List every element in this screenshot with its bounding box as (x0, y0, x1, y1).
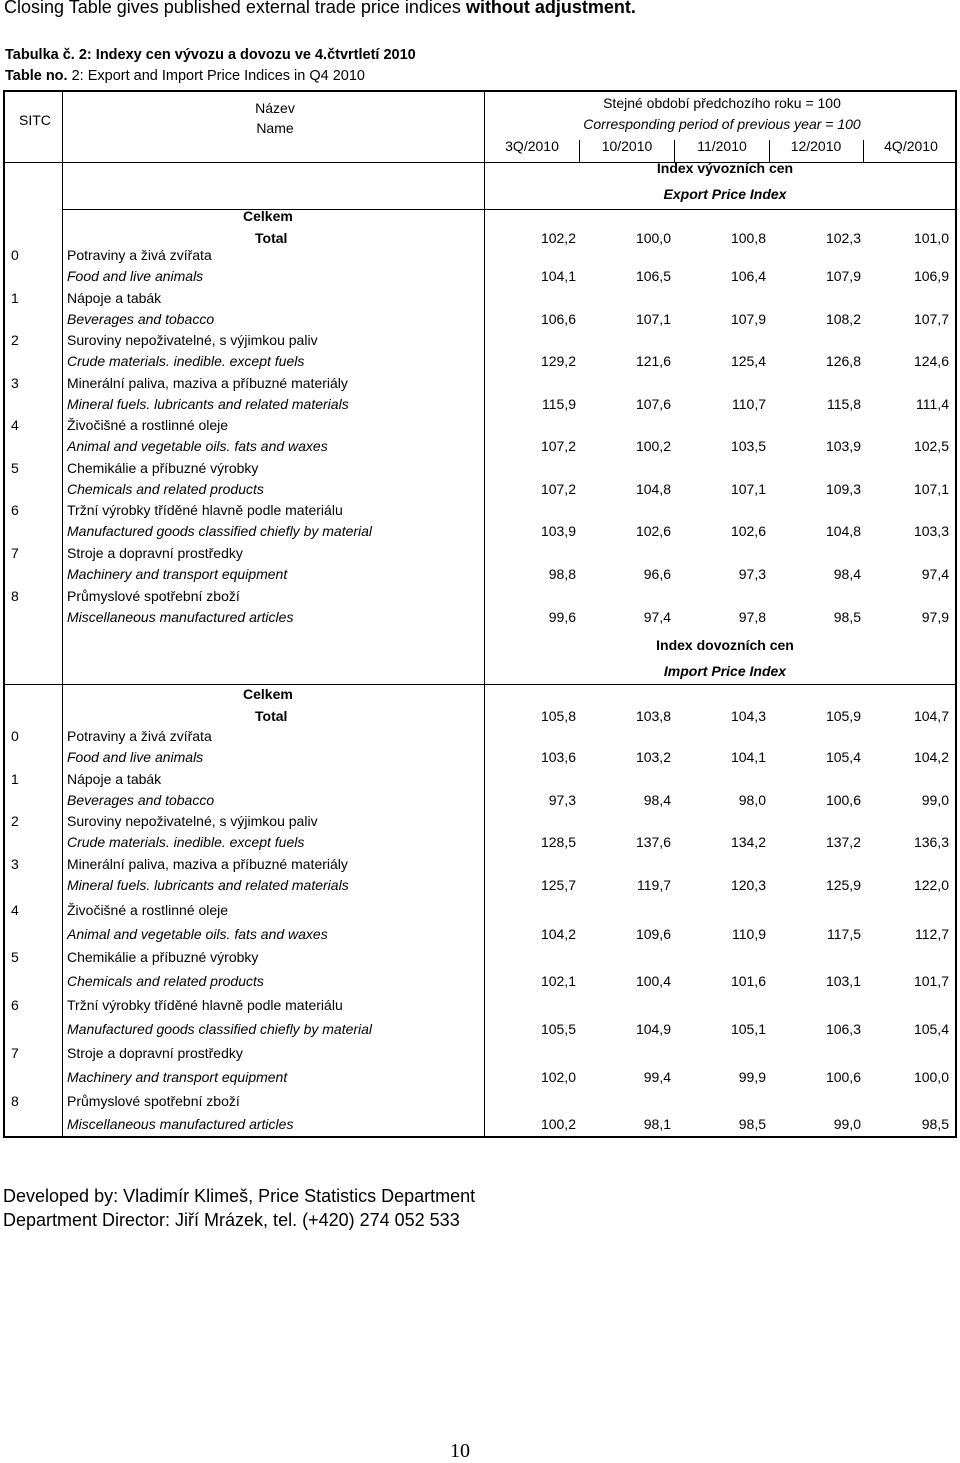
commodity-name-en: Miscellaneous manufactured articles (67, 609, 294, 625)
page-number: 10 (450, 1440, 470, 1462)
index-value: 98,4 (833, 566, 861, 582)
index-value: 100,4 (635, 973, 671, 989)
sitc-code: 5 (11, 460, 19, 476)
commodity-name-cz: Minerální paliva, maziva a příbuzné materiály (67, 856, 348, 872)
commodity-name-cz: Nápoje a tabák (67, 290, 162, 306)
sitc-code: 7 (11, 1045, 19, 1061)
period-divider-4 (863, 140, 864, 162)
index-value: 105,9 (825, 708, 861, 724)
index-value: 115,8 (827, 396, 861, 412)
index-value: 99,0 (921, 792, 949, 808)
commodity-name-cz: Tržní výrobky tříděné hlavně podle materiálu (67, 997, 343, 1013)
name-header-en: Name (256, 120, 294, 136)
index-value: 105,4 (825, 749, 861, 765)
commodity-name-en: Animal and vegetable oils. fats and waxes (67, 438, 328, 454)
index-value: 98,4 (643, 792, 671, 808)
commodity-name-en: Beverages and tobacco (67, 792, 215, 808)
total-label-en: Total (255, 708, 288, 724)
index-value: 100,8 (730, 230, 766, 246)
closing-note-text: Closing Table gives published external trade price indices (4, 0, 466, 17)
index-value: 103,9 (540, 523, 576, 539)
index-value: 98,1 (643, 1116, 671, 1132)
index-value: 104,7 (913, 708, 949, 724)
footer-developed: Developed by: Vladimír Klimeš, Price Statistics Department (3, 1186, 476, 1206)
index-value: 107,1 (730, 481, 766, 497)
index-value: 126,8 (825, 353, 861, 369)
import-title-en: Import Price Index (663, 663, 787, 679)
index-value: 98,5 (921, 1116, 949, 1132)
index-value: 103,3 (913, 523, 949, 539)
sitc-code: 3 (11, 375, 19, 391)
commodity-name-cz: Živočišné a rostlinné oleje (67, 902, 229, 918)
index-value: 104,1 (730, 749, 766, 765)
price-index-table (3, 90, 957, 1138)
index-value: 100,2 (635, 438, 671, 454)
index-value: 99,0 (833, 1116, 861, 1132)
index-value: 99,4 (643, 1069, 671, 1085)
commodity-name-cz: Průmyslové spotřební zboží (67, 1093, 240, 1109)
commodity-name-cz: Suroviny nepoživatelné, s výjimkou paliv (67, 332, 318, 348)
index-value: 101,7 (913, 973, 949, 989)
index-value: 121,6 (635, 353, 671, 369)
index-value: 104,2 (540, 926, 576, 942)
commodity-name-en: Miscellaneous manufactured articles (67, 1116, 294, 1132)
index-value: 107,6 (635, 396, 671, 412)
commodity-name-cz: Živočišné a rostlinné oleje (67, 417, 229, 433)
index-value: 102,5 (913, 438, 949, 454)
commodity-name-en: Manufactured goods classified chiefly by material (67, 523, 373, 539)
period-header: 11/2010 (697, 138, 747, 154)
commodity-name-en: Chemicals and related products (67, 973, 264, 989)
index-value: 96,6 (643, 566, 671, 582)
index-value: 125,4 (730, 353, 766, 369)
sitc-code: 5 (11, 949, 19, 965)
index-value: 106,4 (730, 268, 766, 284)
sitc-code: 0 (11, 247, 19, 263)
index-value: 103,1 (825, 973, 861, 989)
commodity-name-en: Machinery and transport equipment (67, 1069, 288, 1085)
index-value: 112,7 (915, 926, 949, 942)
period-header: 4Q/2010 (884, 138, 938, 154)
commodity-name-en: Chemicals and related products (67, 481, 264, 497)
index-value: 106,6 (540, 311, 576, 327)
commodity-name-cz: Průmyslové spotřební zboží (67, 588, 240, 604)
index-value: 100,6 (825, 1069, 861, 1085)
index-value: 107,1 (635, 311, 671, 327)
index-value: 101,0 (913, 230, 949, 246)
index-value: 104,3 (730, 708, 766, 724)
index-value: 102,0 (540, 1069, 576, 1085)
index-value: 97,4 (643, 609, 671, 625)
index-value: 117,5 (827, 926, 861, 942)
total-label-cz: Celkem (243, 208, 293, 224)
index-value: 98,0 (738, 792, 766, 808)
sitc-code: 3 (11, 856, 19, 872)
index-value: 115,9 (542, 396, 576, 412)
commodity-name-cz: Potraviny a živá zvířata (67, 728, 212, 744)
commodity-name-en: Crude materials. inedible. except fuels (67, 834, 305, 850)
index-value: 103,9 (825, 438, 861, 454)
index-value: 128,5 (540, 834, 576, 850)
index-value: 120,3 (730, 877, 766, 893)
index-value: 106,3 (825, 1021, 861, 1037)
index-value: 107,2 (540, 481, 576, 497)
sitc-code: 6 (11, 502, 19, 518)
index-value: 97,4 (921, 566, 949, 582)
index-value: 100,0 (913, 1069, 949, 1085)
index-value: 125,9 (825, 877, 861, 893)
index-value: 97,3 (548, 792, 576, 808)
commodity-name-en: Food and live animals (67, 749, 204, 765)
index-value: 109,6 (635, 926, 671, 942)
export-title-rule (62, 209, 955, 210)
total-label-en: Total (255, 230, 288, 246)
commodity-name-en: Manufactured goods classified chiefly by material (67, 1021, 373, 1037)
index-value: 129,2 (540, 353, 576, 369)
index-value: 105,5 (540, 1021, 576, 1037)
sitc-divider (62, 92, 63, 1136)
index-value: 107,7 (913, 311, 949, 327)
import-title-cz: Index dovozních cen (656, 637, 794, 653)
index-value: 103,8 (635, 708, 671, 724)
index-value: 104,2 (913, 749, 949, 765)
index-value: 119,7 (637, 877, 671, 893)
index-value: 122,0 (913, 877, 949, 893)
period-divider-3 (769, 140, 770, 162)
index-value: 107,2 (540, 438, 576, 454)
closing-note-bold: without adjustment. (465, 0, 636, 17)
commodity-name-cz: Chemikálie a příbuzné výrobky (67, 460, 259, 476)
export-title-cz: Index vývozních cen (656, 160, 794, 176)
index-value: 104,8 (635, 481, 671, 497)
table-caption-en-prefix: Table no. (5, 68, 68, 84)
total-label-cz: Celkem (243, 686, 293, 702)
commodity-name-en: Mineral fuels. lubricants and related materials (67, 396, 349, 412)
index-value: 134,2 (730, 834, 766, 850)
period-header: 10/2010 (601, 138, 653, 154)
index-value: 98,5 (738, 1116, 766, 1132)
index-value: 99,6 (548, 609, 576, 625)
index-value: 106,5 (635, 268, 671, 284)
sitc-code: 2 (11, 332, 19, 348)
commodity-name-en: Crude materials. inedible. except fuels (67, 353, 305, 369)
index-value: 107,9 (825, 268, 861, 284)
commodity-name-en: Animal and vegetable oils. fats and waxes (67, 926, 328, 942)
index-value: 104,9 (635, 1021, 671, 1037)
commodity-name-cz: Minerální paliva, maziva a příbuzné materiály (67, 375, 348, 391)
index-value: 125,7 (540, 877, 576, 893)
index-value: 137,6 (635, 834, 671, 850)
period-header: 3Q/2010 (505, 138, 559, 154)
period-divider-2 (674, 140, 675, 162)
commodity-name-cz: Chemikálie a příbuzné výrobky (67, 949, 259, 965)
index-value: 103,5 (730, 438, 766, 454)
index-value: 103,2 (635, 749, 671, 765)
index-value: 100,2 (540, 1116, 576, 1132)
index-value: 110,7 (732, 396, 766, 412)
commodity-name-cz: Stroje a dopravní prostředky (67, 1045, 243, 1061)
index-value: 98,8 (548, 566, 576, 582)
index-value: 104,1 (540, 268, 576, 284)
sitc-code: 2 (11, 813, 19, 829)
index-value: 104,8 (825, 523, 861, 539)
index-value: 100,0 (635, 230, 671, 246)
index-value: 111,4 (916, 396, 949, 412)
index-value: 97,9 (921, 609, 949, 625)
index-value: 97,8 (738, 609, 766, 625)
period-divider-1 (579, 140, 580, 162)
name-header-cz: Název (255, 100, 295, 116)
sitc-code: 7 (11, 545, 19, 561)
sitc-code: 0 (11, 728, 19, 744)
index-value: 97,3 (738, 566, 766, 582)
index-value: 107,9 (730, 311, 766, 327)
index-value: 107,1 (913, 481, 949, 497)
index-value: 102,6 (635, 523, 671, 539)
commodity-name-en: Beverages and tobacco (67, 311, 215, 327)
index-value: 105,1 (730, 1021, 766, 1037)
index-value: 102,3 (825, 230, 861, 246)
table-caption-cz: Tabulka č. 2: Indexy cen vývozu a dovozu ve 4.čtvrtletí 2010 (5, 47, 416, 63)
index-value: 136,3 (913, 834, 949, 850)
index-value: 101,6 (730, 973, 766, 989)
index-value: 110,9 (732, 926, 766, 942)
sitc-code: 1 (11, 290, 19, 306)
index-value: 124,6 (913, 353, 949, 369)
sitc-code: 4 (11, 902, 19, 918)
table-caption-en-rest: 2: Export and Import Price Indices in Q4 2010 (67, 68, 365, 84)
index-value: 103,6 (540, 749, 576, 765)
index-value: 99,9 (738, 1069, 766, 1085)
index-value: 102,2 (540, 230, 576, 246)
section-rule (5, 684, 955, 685)
index-value: 102,1 (540, 973, 576, 989)
sitc-code: 8 (11, 1093, 19, 1109)
sitc-header: SITC (19, 112, 51, 128)
commodity-name-cz: Nápoje a tabák (67, 771, 162, 787)
index-value: 137,2 (825, 834, 861, 850)
index-value: 105,8 (540, 708, 576, 724)
export-title-en: Export Price Index (663, 186, 787, 202)
index-value: 106,9 (913, 268, 949, 284)
index-value: 108,2 (825, 311, 861, 327)
closing-note (4, 0, 636, 18)
sitc-code: 4 (11, 417, 19, 433)
commodity-name-cz: Potraviny a živá zvířata (67, 247, 212, 263)
sitc-code: 1 (11, 771, 19, 787)
table-caption-en (5, 68, 365, 84)
base-period-en: Corresponding period of previous year = 100 (583, 116, 861, 132)
commodity-name-en: Machinery and transport equipment (67, 566, 288, 582)
base-period-cz: Stejné období předchozího roku = 100 (603, 95, 841, 111)
index-value: 109,3 (825, 481, 861, 497)
period-header: 12/2010 (790, 138, 842, 154)
commodity-name-cz: Stroje a dopravní prostředky (67, 545, 243, 561)
commodity-name-en: Mineral fuels. lubricants and related materials (67, 877, 349, 893)
index-value: 100,6 (825, 792, 861, 808)
commodity-name-cz: Suroviny nepoživatelné, s výjimkou paliv (67, 813, 318, 829)
sitc-code: 8 (11, 588, 19, 604)
commodity-name-en: Food and live animals (67, 268, 204, 284)
index-value: 105,4 (913, 1021, 949, 1037)
index-value: 102,6 (730, 523, 766, 539)
footer-director: Department Director: Jiří Mrázek, tel. (+420) 274 052 533 (3, 1210, 460, 1230)
commodity-name-cz: Tržní výrobky tříděné hlavně podle materiálu (67, 502, 343, 518)
sitc-code: 6 (11, 997, 19, 1013)
index-value: 98,5 (833, 609, 861, 625)
